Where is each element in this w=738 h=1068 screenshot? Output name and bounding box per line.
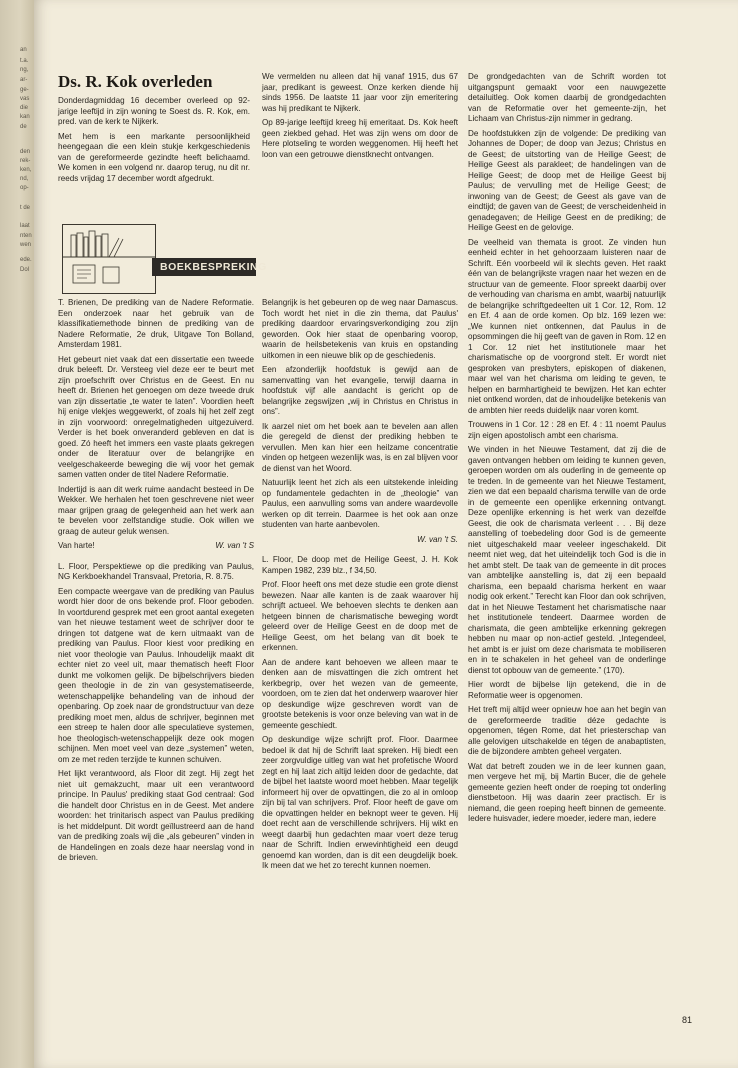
page-number: 81 xyxy=(681,1015,692,1025)
article-paragraph: We vermelden nu alleen dat hij vanaf 1915, dus 67 jaar, predikant is geweest. Onze kerken diende hij sinds 1956. De laatste 11 jaar voor zijn emeritering was hij predikant te Nijkerk. xyxy=(262,72,458,113)
article-paragraph: Met hem is een markante persoonlijkheid heengegaan die een klein stukje kerkgeschiedenis van de gereformeerde gezindte heeft belichaamd. We komen in een volgend nr. daarop terug, nu dit nr. reeds vrijdag 17 december wordt afgedrukt. xyxy=(58,131,250,183)
spine-fragment: an xyxy=(20,47,27,53)
spine-fragment: t de xyxy=(20,205,31,211)
spine-fragment: ar- xyxy=(20,77,28,83)
spine-fragment: vas xyxy=(20,96,30,102)
review-paragraph: Op deskundige wijze schrijft prof. Floor. Daarmee bedoel ik dat hij de Schrift laat spreken. Hij biedt een zeer zorgvuldige uitleg van wat het profetische Woord zegt en hij laat zich altijd leiden door de gedachte, dat de bijbel het laatste woord moet hebben. Maar tegelijk informeert hij over de opvattingen, die zo al in omloop zijn bij tal van schrijvers. Prof. Floor heeft de gave om die opvattingen helder en beknopt weer te geven. Hij doet recht aan de verschillende schrijvers. Hij wikt en weegt daarbij hun gedachten maar voert deze terug naar de Schrift. Indien erwevinhtigheid een deugd genoemd kan worden, dan is dit een deugdelijk boek. Ik meen dat we het zo terecht kunnen noemen. xyxy=(262,735,458,870)
review-paragraph: Wat dat betreft zouden we in de leer kunnen gaan, men vergeve het mij, bij Martin Bucer, die de gehele gemeente gezien heeft onder de roeping tot onderling dienstbetoon. Hij was daarin zeer practisch. Er is niemand, die geen roeping heeft binnen de gemeente. Iedere huisvader, iedere moeder, iedere man, iedere xyxy=(468,761,666,823)
review-paragraph: Het gebeurt niet vaak dat een dissertatie een tweede druk beleeft. Dr. Versteeg viel deze eer te beurt met zijn proefschrift over Christus en de Geest. En nu heeft dr. Brienen het genoegen om deze tweede druk van zijn dissertatie „te water te laten”. Voordien heeft hij enige vlekjes weggewerkt, of zoals hij het zelf zegt in zijn voorwoord: onregelmatigheden uitgezuiverd. Verder is het boek onveranderd gebleven en dat is goed. Zó heeft het immers een vaste plaats gekregen onder de literatuur over de belangrijke en veelgeschakeerde beweging die wij voor het gemak samen vatten onder de titel Nadere Reformatie. xyxy=(58,354,254,479)
spine-fragment: de xyxy=(20,124,27,130)
review-paragraph: Hier wordt de bijbelse lijn getekend, die in de Reformatie weer is opgenomen. xyxy=(468,680,666,700)
article-paragraph: Op 89-jarige leeftijd kreeg hij emeritaat. Ds. Kok heeft geen ziekbed gehad. Het was zijn wens om door de Here plotseling te worden weggenomen. Hij heeft het loon van een getrouwe dienstknecht ontvangen. xyxy=(262,118,458,159)
review-paragraph: Het lijkt verantwoord, als Floor dit zegt. Hij zegt het niet uit gemakzucht, maar uit een verantwoord principe. In Paulus' prediking staat God centraal: God die handelt door Christus en in de Geest. Met andere woorden: het trinitarisch aspect van Paulus prediking is het middelpunt. Dit wordt geïllustreerd aan de hand van de prediking zoals wij die „als gebeuren” vinden in de Handelingen en zoals deze haar neerslag vond in de brieven. xyxy=(58,769,254,862)
spine-fragment: op- xyxy=(20,185,29,191)
article-continued xyxy=(262,72,458,164)
spine-fragment: nd, xyxy=(20,176,29,182)
review-paragraph: Prof. Floor heeft ons met deze studie een grote dienst bewezen. Naar alle kanten is de zaak waarover hij schrijft actueel. We behoeven slechts te denken aan hetgeen binnen de charismatische beweging wordt geleerd over de Heilige Geest en de doop met de Heilige Geest, om het belang van dit boek te erkennen. xyxy=(262,580,458,652)
spine-fragment: die xyxy=(20,105,29,111)
review-paragraph: Belangrijk is het gebeuren op de weg naar Damascus. Toch wordt het niet in die zin thema, dat Paulus' prediking daardoor ervaringsverkondiging zou zijn geworden. Ook hier staat de openbaring voorop, waarin de heilsbetekenis van kruis en opstanding uitkomen in een nieuwe blik op de geschiedenis. xyxy=(262,298,458,360)
spine-fragment: t.a. xyxy=(20,58,29,64)
review-closing-text: Van harte! xyxy=(58,541,95,550)
review-closing xyxy=(58,541,254,552)
review-signature-row xyxy=(262,535,458,546)
spine-fragment: ng, xyxy=(20,67,29,73)
review-paragraph: Trouwens in 1 Cor. 12 : 28 en Ef. 4 : 11 noemt Paulus zijn eigen apostolisch ambt een charisma. xyxy=(468,420,666,440)
spine-fragment: ede. xyxy=(20,257,32,263)
spine-fragment: ken, xyxy=(20,167,32,173)
review-signature: W. van 't S xyxy=(215,541,254,550)
review-paragraph: Het treft mij altijd weer opnieuw hoe aan het begin van de gereformeerde traditie déze gedachte is opgenomen, tégen Rome, dat het priesterschap van alle gelovigen uitschakelde en tégen de anabaptisten, die de bijzondere ambten geheel vergaten. xyxy=(468,705,666,756)
review-citation: T. Brienen, De prediking van de Nadere Reformatie. Een onderzoek naar het gebruik van de klassifikatiemethode binnen de prediking van de Nadere Reformatie, 2e druk, Uitgave Ton Bolland, Amsterdam 1981. xyxy=(58,298,254,349)
review-paragraph: We vinden in het Nieuwe Testament, dat zij die de gaven ontvangen hebben om leiding te kunnen geven, geroepen worden om als ouderling in de gemeente op te treden. In de gemeente van het Nieuwe Testament, zien we dat een bepaald charisma terwille van de orde in de gemeente een openlijke erkenning ontvangt. Deze openlijke erkenning is het werk van dezelfde Geest, die ook de charismata verleent . . . Bij deze aanstelling of toebedeling door God is de gemeente niet uitgeschakeld maar veeleer ingeschakeld. Dit neemt niet weg, dat het uiteindelijk toch God is die in het ambt stelt. De taak van de gemeente in dit proces van ambtelijke aanstelling is, dat zij een bepaald charisma, een bepaald charisma herkent en waar nodig ook erkent.” Terecht kan Floor dan ook schrijven, dat in het Nieuwe Testament het charismatische naar het institutionele tendeert. Daarmee worden de charismata, die geen ambtelijke erkenning gekregen hebben nu maar op non-actief gesteld. „Integendeel, het ambt is er juist om deze charismata te mobiliseren en in te schakelen in het geheel van de onderlinge dienst tot opbouw van de gemeente.” (170). xyxy=(468,445,666,675)
review-paragraph: De grondgedachten van de Schrift worden tot uitgangspunt gemaakt voor een nauwgezette detailuitleg. Ook komen daarbij de grondgedachten van de Reformatie over het gemeente-zijn, het Lichaam van Christus-zijn nimmer in gedrang. xyxy=(468,72,666,123)
spine-fragment: ge- xyxy=(20,87,29,93)
article-paragraph: Donderdagmiddag 16 december overleed op 92-jarige leeftijd in zijn woning te Soest ds. R. Kok, em. pred. van de kerk te Nijkerk. xyxy=(58,96,250,126)
review-paragraph: De veelheid van themata is groot. Ze vinden hun eenheid echter in het gehoorzaam luisteren naar de Schrift. Eén voorbeeld wil ik slechts geven. Het raakt één van de belangrijkste vragen naar het wezen en de structuur van de gemeente. Floor spreekt daarbij over de verhouding van charisma en ambt, waarbij natuurlijk de belangrijke schriftgedeelten uit 1 Cor. 12, Rom. 12 en Ef. 4 aan de orde komen. Op blz. 169 lezen we: „We kunnen niet ontkennen, dat Paulus in de opsommingen die hij geeft van de gaven in Rom. 12 en 1 Cor. 12 niet het institutionele maar het charismatische op de voorgrond stelt. Er wordt niet gesproken van presbyters, episkopen of diakenen, maar wel van het charisma om leiding te geven, te helpen en barmhartigheid te bewijzen. Het kan echter niet ontkend worden, dat de inhoudelijke betekenis van de ambten hier reeds duidelijk naar voren komt. xyxy=(468,237,666,415)
spine-fragment: nten xyxy=(20,233,32,239)
review-paragraph: Natuurlijk leent het zich als een uitstekende inleiding op fundamentele gedachten in de „theologie” van Paulus, een aanvulling soms van andere waardevolle werken op dit terrein. Daarmee is het ook aan onze studenten van harte aanbevolen. xyxy=(262,478,458,529)
review-citation: L. Floor, De doop met de Heilige Geest, J. H. Kok Kampen 1982, 239 blz., f 34,50. xyxy=(262,555,458,575)
review-column-right xyxy=(468,72,666,829)
spine-fragment: kan xyxy=(20,114,30,120)
article-title: Ds. R. Kok overleden xyxy=(58,72,213,91)
spine-fragment: den xyxy=(20,149,31,155)
section-heading: BOEKBESPREKING xyxy=(152,258,256,276)
review-paragraph: Indertijd is aan dit werk ruime aandacht besteed in De Wekker. We herhalen het toen geschrevene niet weer maar grijpen graag de gelegenheid aan het werk aan te bevelen voor zelfstandige studie. Ook willen we graag de auteur geluk wensen. xyxy=(58,484,254,536)
spine-fragment: Dol xyxy=(20,267,30,273)
review-paragraph: Ik aarzel niet om het boek aan te bevelen aan allen die geregeld de dienst der prediking hebben te vervullen. Men kan hier een heilzame concentratie vinden op hetgeen wezenlijk was, is en zal blijven voor de dienst van het Woord. xyxy=(262,421,458,473)
binding-spine xyxy=(0,0,34,1068)
review-signature: W. van 't S. xyxy=(417,534,458,544)
review-paragraph: Een afzonderlijk hoofdstuk is gewijd aan de samenvatting van het evangelie, terwijl daarna in hoofdstuk vijf alle aandacht is gericht op de belangrijke zegswijzen „wij in Christus en Christus in ons”. xyxy=(262,365,458,416)
review-citation: L. Floor, Perspektiewe op die prediking van Paulus, NG Kerkboekhandel Transvaal, Pretoria, R. 8.75. xyxy=(58,561,254,581)
review-paragraph: Aan de andere kant behoeven we alleen maar te denken aan de misvattingen die zich omtrent het kerkbegrip, over het wezen van de gemeente, voordoen, om te zien dat het onderwerp waarover hier op deskundige wijze geschreven wordt van de grootste betekenis is voor onze beleving van wat in de gemeente geschiedt. xyxy=(262,657,458,730)
bookshelf-illustration xyxy=(62,224,156,294)
review-column-middle xyxy=(262,298,458,876)
spine-fragment: rek- xyxy=(20,158,31,164)
review-column-left xyxy=(58,298,254,868)
review-paragraph: De hoofdstukken zijn de volgende: De prediking van Johannes de Doper; de doop van Jezus; Christus en de Geest; de uitstorting van de Heilige Geest; de Heilige Geest als parakleet; de handelingen van de Heilige Geest; de doop met de Heilige Geest bij Paulus; de vervulling met de Heilige Geest; de inwoning van de Geest; de Geest als gave van de eindtijd; de gaven van de Geest; de verscheidenheid in genadegaven; de Heilige Geest en de prediking; de Heilige Geest en de gelovige. xyxy=(468,128,666,232)
spine-fragment: wen xyxy=(20,242,32,248)
review-paragraph: Een compacte weergave van de prediking van Paulus wordt hier door de ons bekende prof. Floor geboden. In voortdurend gesprek met een groot aantal exegeten van het nieuwe testament weet de schrijver door te dringen tot datgene wat de kern uitmaakt van de prediking van Paulus. Floor kiest voor prediking en niet voor theologie van Paulus. Inhoudelijk maakt dit echter niet zo veel uit, maar thematisch heeft Floor dunkt me volkomen gelijk. De bijbelschrijvers bieden geen theologie in de zin van gesystematiseerde, wetenschappelijke behandeling van de inhoud der openbaring. Op zoek naar de grondstructuur van deze prediking moet men, aldus de schrijver, beginnen met een streep te halen door alle speculatieve systemen, hoe theologisch-wetenschappelijk deze ook mogen schijnen. Men moet veel van deze „systemen” weten, om ze met reden terzijde te kunnen schuiven. xyxy=(58,586,254,764)
bookshelf-icon xyxy=(63,225,155,293)
spine-fragment: laat xyxy=(20,223,30,229)
article-body xyxy=(58,96,250,188)
